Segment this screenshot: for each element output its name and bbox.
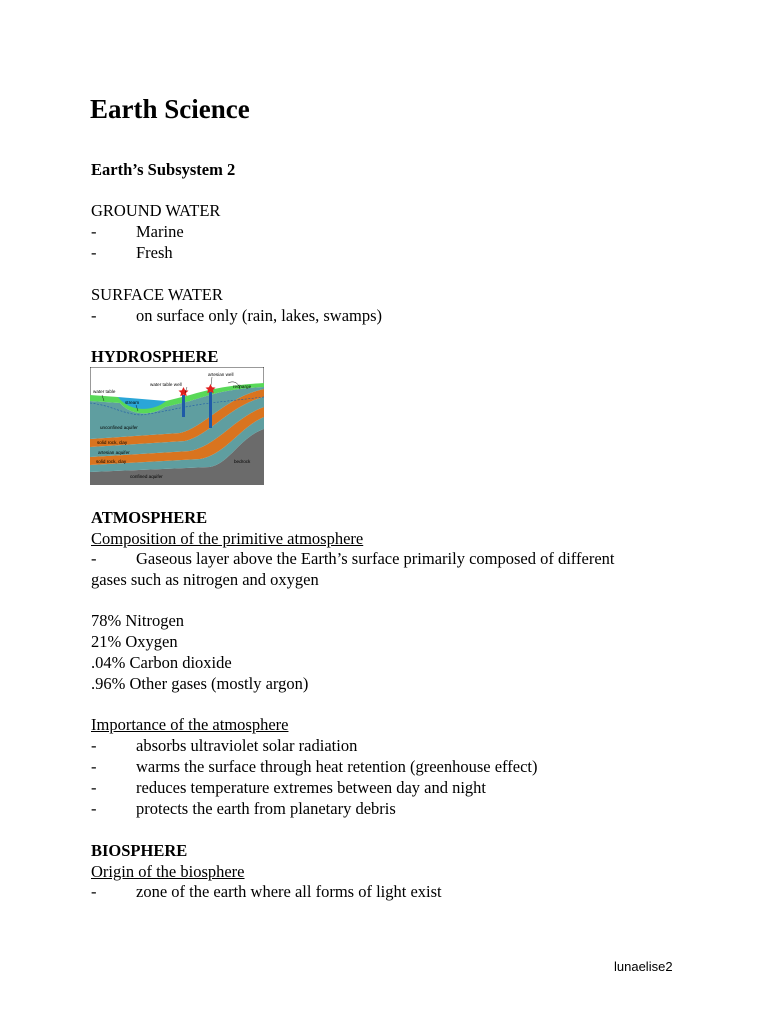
label-unconfined-aquifer: unconfined aquifer xyxy=(100,425,138,430)
biosphere-origin-heading: Origin of the biosphere xyxy=(91,862,245,881)
label-recharge: recharge xyxy=(233,384,252,389)
importance-item-temperature: reduces temperature extremes between day and night xyxy=(136,778,487,797)
footer-username: lunaelise2 xyxy=(614,959,673,974)
composition-item-line1: Gaseous layer above the Earth’s surface primarily composed of different xyxy=(136,549,615,568)
label-artesian-well: artesian well xyxy=(208,372,234,377)
bullet-dash: - xyxy=(91,778,97,797)
ground-water-item-fresh: Fresh xyxy=(136,243,173,262)
label-water-table: water table xyxy=(93,389,116,394)
importance-item-uv: absorbs ultraviolet solar radiation xyxy=(136,736,358,755)
label-water-table-well: water table well xyxy=(150,382,182,387)
importance-heading: Importance of the atmosphere xyxy=(91,715,289,734)
bullet-dash: - xyxy=(91,243,97,262)
groundwater-diagram xyxy=(90,367,264,485)
biosphere-item: zone of the earth where all forms of light exist xyxy=(136,882,442,901)
page-title: Earth Science xyxy=(90,94,250,124)
bullet-dash: - xyxy=(91,306,97,325)
composition-item-line2: gases such as nitrogen and oxygen xyxy=(91,570,319,589)
label-bedrock: bedrock xyxy=(234,459,251,464)
gas-carbon-dioxide: .04% Carbon dioxide xyxy=(91,653,232,672)
label-solid-rock-clay-1: solid rock, clay xyxy=(97,440,128,445)
composition-heading: Composition of the primitive atmosphere xyxy=(91,529,364,548)
bullet-dash: - xyxy=(91,757,97,776)
ground-water-heading: GROUND WATER xyxy=(91,201,221,220)
biosphere-heading: BIOSPHERE xyxy=(91,841,188,860)
importance-item-heat: warms the surface through heat retention (greenhouse effect) xyxy=(136,757,538,776)
importance-item-debris: protects the earth from planetary debris xyxy=(136,799,396,818)
gas-oxygen: 21% Oxygen xyxy=(91,632,178,651)
bullet-dash: - xyxy=(91,222,97,241)
label-artesian-aquifer: artesian aquifer xyxy=(98,450,130,455)
bullet-dash: - xyxy=(91,736,97,755)
surface-water-heading: SURFACE WATER xyxy=(91,285,223,304)
gas-nitrogen: 78% Nitrogen xyxy=(91,611,185,630)
surface-water-item: on surface only (rain, lakes, swamps) xyxy=(136,306,383,325)
ground-water-item-marine: Marine xyxy=(136,222,184,241)
bullet-dash: - xyxy=(91,549,97,568)
bullet-dash: - xyxy=(91,882,97,901)
subtitle: Earth’s Subsystem 2 xyxy=(91,160,236,179)
label-stream: stream xyxy=(125,400,140,405)
hydrosphere-heading: HYDROSPHERE xyxy=(91,347,219,366)
atmosphere-heading: ATMOSPHERE xyxy=(91,508,208,527)
label-solid-rock-clay-2: solid rock, clay xyxy=(96,459,127,464)
gas-other: .96% Other gases (mostly argon) xyxy=(91,674,309,693)
bullet-dash: - xyxy=(91,799,97,818)
label-confined-aquifer: confined aquifer xyxy=(130,474,163,479)
